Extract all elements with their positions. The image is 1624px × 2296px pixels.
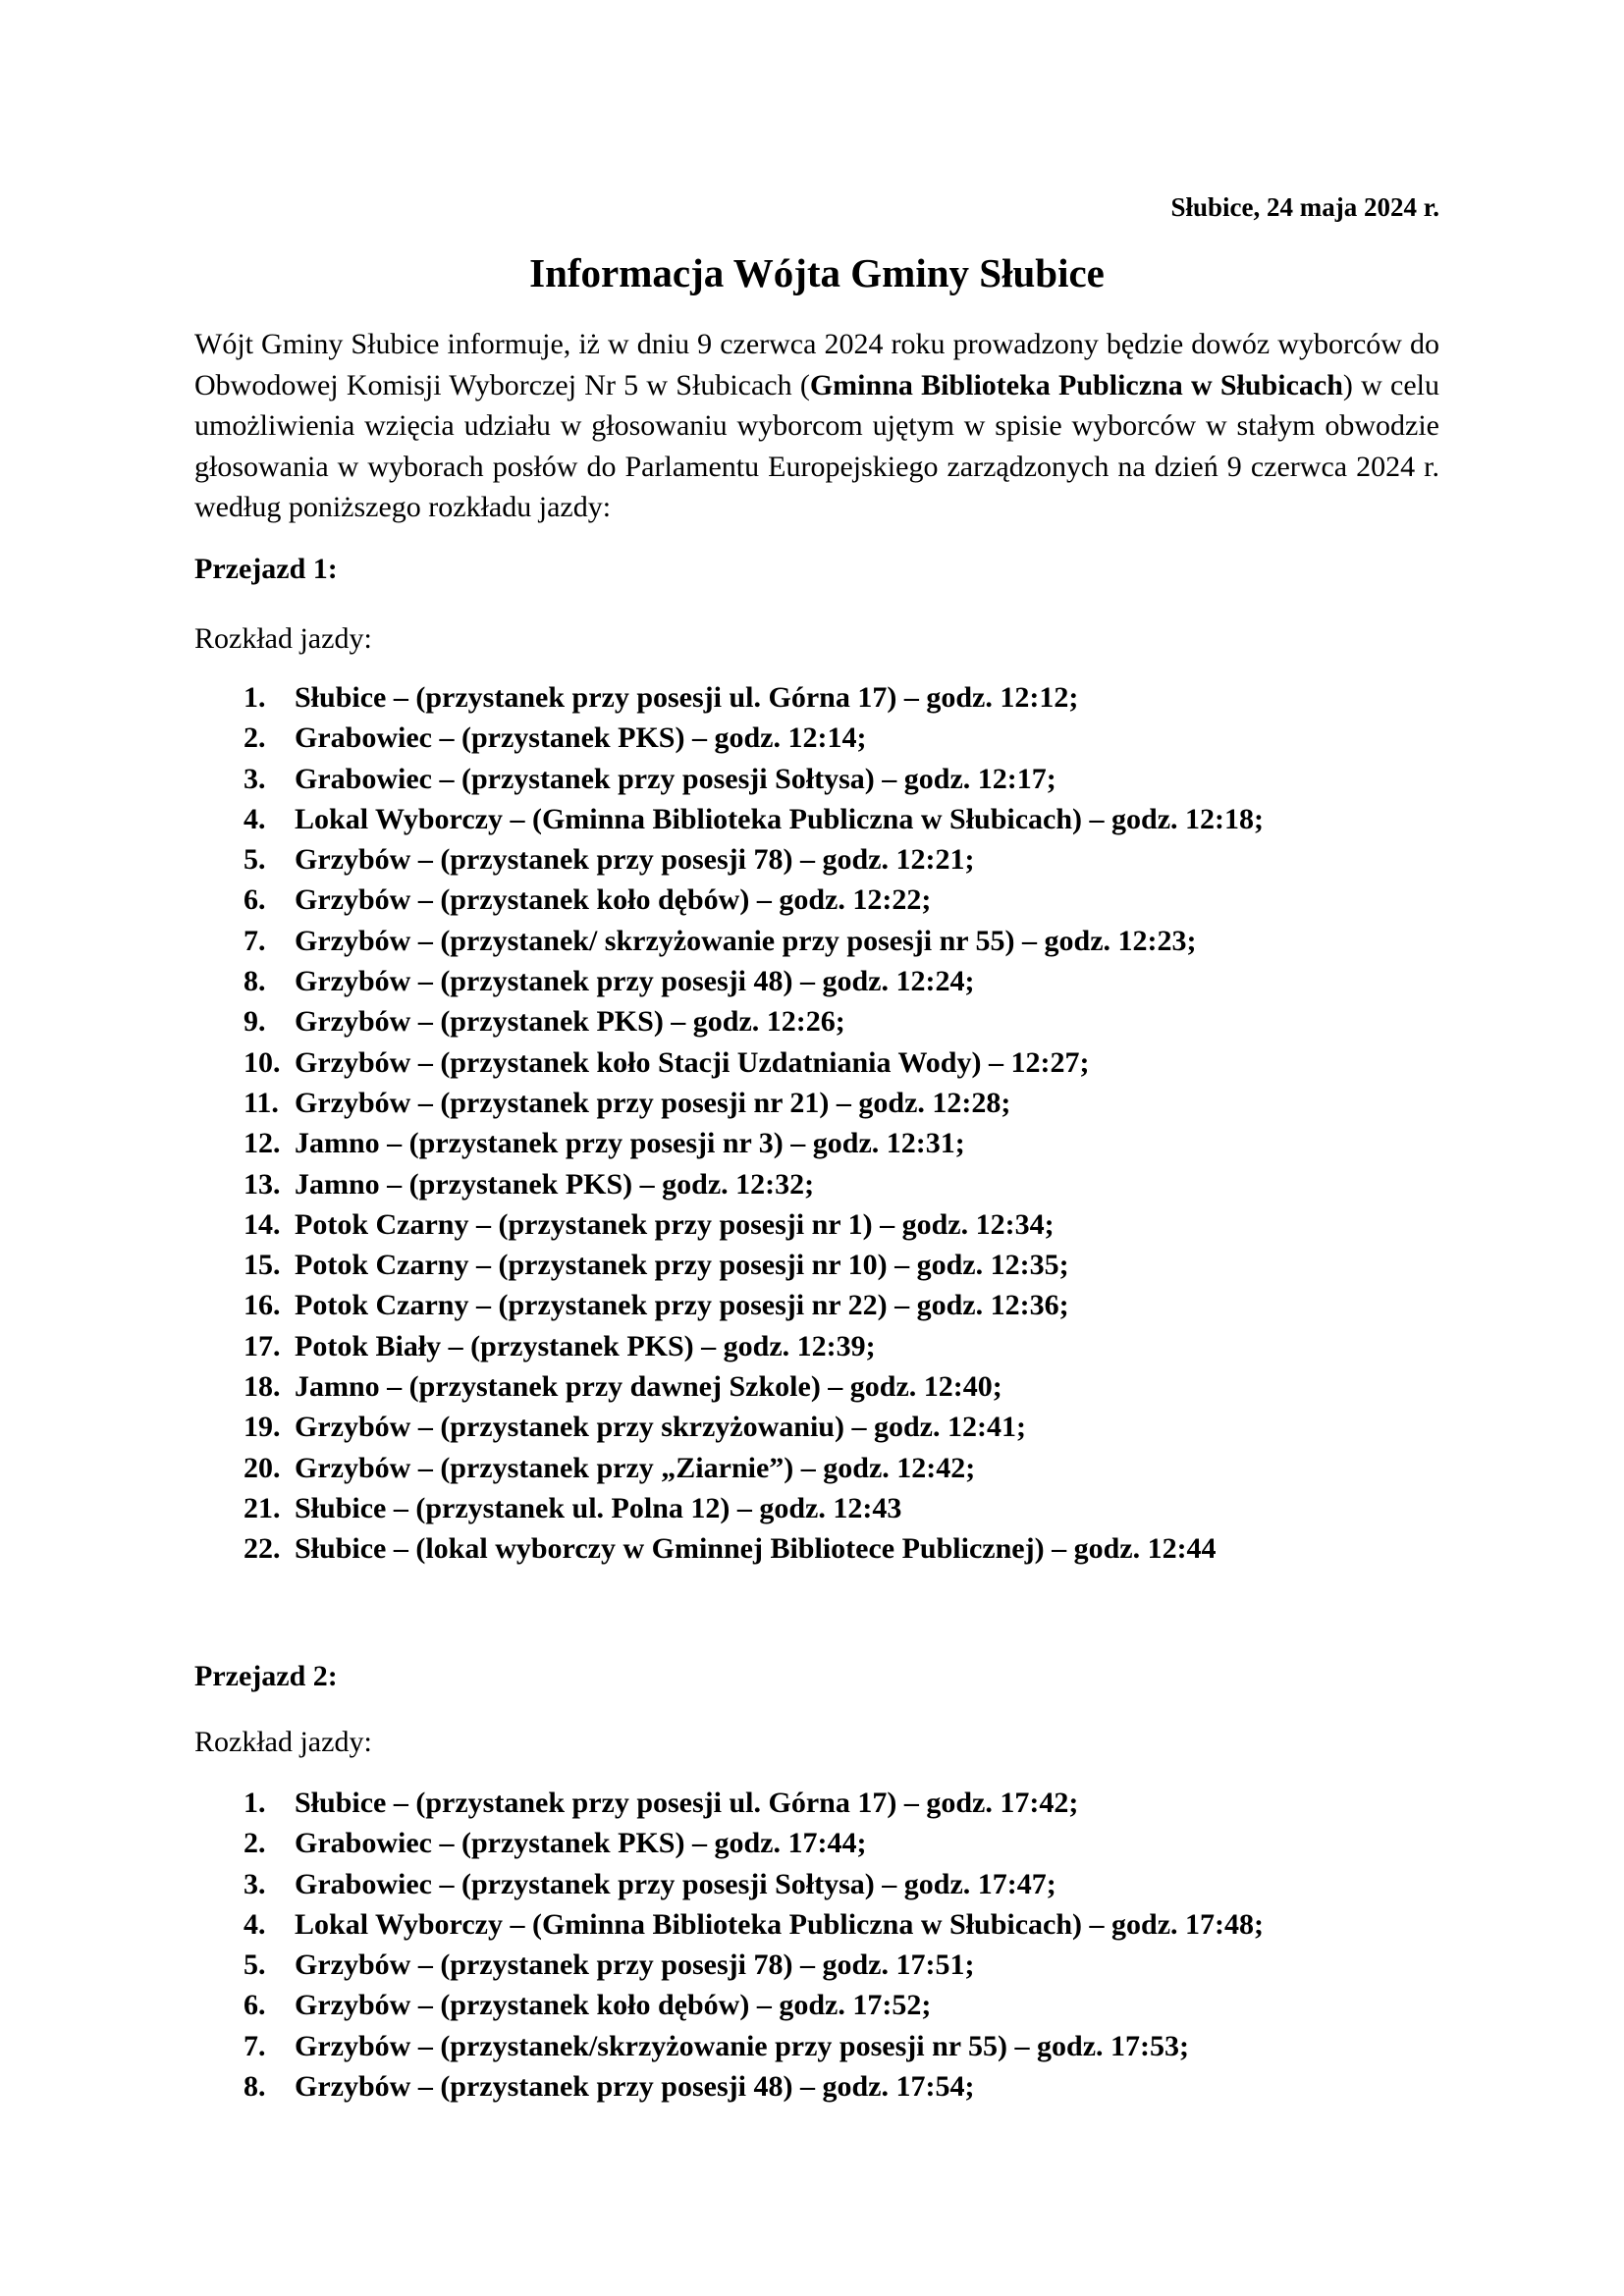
list-item-number: 13. — [244, 1167, 281, 1201]
list-item-number: 4. — [244, 1907, 266, 1941]
list-item — [194, 1864, 1439, 1904]
list-item-number: 12. — [244, 1127, 281, 1160]
list-item-text: Grzybów – (przystanek przy posesji 48) – godz. 12:24; — [295, 965, 975, 998]
list-item — [194, 1285, 1439, 1325]
list-item — [194, 1245, 1439, 1285]
list-item-text: Grzybów – (przystanek przy posesji nr 21) – godz. 12:28; — [295, 1086, 1011, 1119]
list-item-text: Słubice – (przystanek ul. Polna 12) – godz. 12:43 — [295, 1491, 902, 1524]
list-item-text: Lokal Wyborczy – (Gminna Biblioteka Publiczna w Słubicach) – godz. 12:18; — [295, 802, 1265, 835]
trip-1-heading: Przejazd 1: — [194, 553, 338, 585]
trip-1-subheading: Rozkład jazdy: — [194, 622, 372, 655]
list-item-text: Słubice – (przystanek przy posesji ul. Górna 17) – godz. 12:12; — [295, 681, 1079, 714]
list-item-number: 8. — [244, 2070, 266, 2104]
document-title: Informacja Wójta Gminy Słubice — [529, 250, 1105, 295]
list-item — [194, 1528, 1439, 1569]
list-item-text: Grzybów – (przystanek przy posesji 78) – godz. 12:21; — [295, 843, 975, 877]
list-item-text: Lokal Wyborczy – (Gminna Biblioteka Publiczna w Słubicach) – godz. 17:48; — [295, 1907, 1265, 1941]
list-item-text: Słubice – (lokal wyborczy w Gminnej Bibliotece Publicznej) – godz. 12:44 — [295, 1532, 1217, 1566]
list-item — [194, 1083, 1439, 1123]
list-item — [194, 718, 1439, 758]
list-item-number: 17. — [244, 1329, 281, 1362]
list-item — [194, 1985, 1439, 2025]
list-item — [194, 1164, 1439, 1204]
list-item-number: 15. — [244, 1249, 281, 1282]
list-item — [194, 2066, 1439, 2107]
list-item-number: 21. — [244, 1491, 281, 1524]
list-item — [194, 1042, 1439, 1083]
list-item-number: 2. — [244, 721, 266, 755]
list-item-text: Jamno – (przystanek PKS) – godz. 12:32; — [295, 1167, 815, 1201]
list-item-text: Potok Czarny – (przystanek przy posesji nr 22) – godz. 12:36; — [295, 1289, 1069, 1322]
intro-text-bold: Gminna Biblioteka Publiczna w Słubicach — [809, 368, 1343, 401]
list-item-number: 16. — [244, 1289, 281, 1322]
list-item — [194, 2026, 1439, 2066]
list-item-number: 6. — [244, 1989, 266, 2022]
list-item-number: 19. — [244, 1411, 281, 1444]
intro-text-part1: Wójt Gminy Słubice informuje, iż w dniu 9 czerwca 2024 roku prowadzony będzie dowóz wyborców do Obwodowej Komisji Wyborczej Nr 5 w Słubicach ( — [194, 328, 1439, 401]
list-item-number: 11. — [244, 1086, 279, 1119]
list-item — [194, 1823, 1439, 1863]
list-item — [194, 839, 1439, 880]
list-item — [194, 1783, 1439, 1823]
list-item — [194, 1123, 1439, 1163]
list-item-text: Potok Czarny – (przystanek przy posesji nr 1) – godz. 12:34; — [295, 1207, 1055, 1241]
list-item-number: 6. — [244, 883, 266, 917]
list-item-number: 9. — [244, 1005, 266, 1039]
list-item-number: 5. — [244, 1949, 266, 1982]
intro-text-part2: ) w celu umożliwienia wzięcia udziału w głosowaniu wyborcom ujętym w spisie wyborców w stałym obwodzie głosowania w wyborach posłów do Parlamentu Europejskiego zarządzonych na dzień 9 czerwca 2024 r. według poniższego rozkładu jazdy: — [194, 368, 1440, 523]
list-item-number: 22. — [244, 1532, 281, 1566]
list-item-text: Grzybów – (przystanek/skrzyżowanie przy posesji nr 55) – godz. 17:53; — [295, 2029, 1190, 2062]
list-item-text: Grzybów – (przystanek PKS) – godz. 12:26; — [295, 1005, 845, 1039]
list-item-number: 18. — [244, 1370, 281, 1404]
list-item-number: 3. — [244, 1867, 266, 1900]
list-item-text: Grzybów – (przystanek przy skrzyżowaniu) – godz. 12:41; — [295, 1411, 1026, 1444]
list-item — [194, 1448, 1439, 1488]
list-item-text: Potok Biały – (przystanek PKS) – godz. 12:39; — [295, 1329, 876, 1362]
list-item — [194, 677, 1439, 718]
list-item-number: 7. — [244, 924, 266, 957]
list-item-text: Grabowiec – (przystanek przy posesji Sołtysa) – godz. 17:47; — [295, 1867, 1056, 1900]
list-item-number: 1. — [244, 1787, 266, 1819]
list-item-number: 1. — [244, 681, 266, 714]
list-item — [194, 1001, 1439, 1041]
trip-2-heading: Przejazd 2: — [194, 1660, 338, 1692]
list-item-text: Grabowiec – (przystanek PKS) – godz. 12:14; — [295, 721, 867, 755]
trip-1-stop-list — [194, 677, 1439, 1570]
list-item — [194, 1945, 1439, 1985]
list-item-text: Słubice – (przystanek przy posesji ul. Górna 17) – godz. 17:42; — [295, 1787, 1079, 1819]
list-item — [194, 961, 1439, 1001]
list-item-text: Grabowiec – (przystanek przy posesji Sołtysa) – godz. 12:17; — [295, 762, 1056, 795]
list-item — [194, 1204, 1439, 1245]
trip-2-subheading: Rozkład jazdy: — [194, 1726, 372, 1758]
document-date: Słubice, 24 maja 2024 r. — [1170, 192, 1439, 222]
list-item — [194, 921, 1439, 961]
list-item-text: Grzybów – (przystanek przy posesji 48) – godz. 17:54; — [295, 2070, 975, 2104]
list-item-text: Grabowiec – (przystanek PKS) – godz. 17:44; — [295, 1827, 867, 1860]
list-item — [194, 1407, 1439, 1447]
list-item-number: 5. — [244, 843, 266, 877]
list-item-text: Grzybów – (przystanek przy posesji 78) – godz. 17:51; — [295, 1949, 975, 1982]
list-item-text: Grzybów – (przystanek koło Stacji Uzdatniania Wody) – 12:27; — [295, 1045, 1090, 1079]
list-item — [194, 1326, 1439, 1366]
list-item-number: 8. — [244, 965, 266, 998]
list-item-number: 14. — [244, 1207, 281, 1241]
list-item-text: Jamno – (przystanek przy dawnej Szkole) – godz. 12:40; — [295, 1370, 1002, 1404]
list-item-text: Grzybów – (przystanek koło dębów) – godz. 12:22; — [295, 883, 932, 917]
list-item — [194, 1366, 1439, 1407]
list-item-number: 2. — [244, 1827, 266, 1860]
list-item-number: 3. — [244, 762, 266, 795]
list-item-text: Jamno – (przystanek przy posesji nr 3) – godz. 12:31; — [295, 1127, 965, 1160]
intro-paragraph — [194, 324, 1439, 528]
list-item — [194, 1488, 1439, 1528]
list-item — [194, 1904, 1439, 1945]
list-item-number: 7. — [244, 2029, 266, 2062]
list-item — [194, 759, 1439, 799]
list-item-number: 20. — [244, 1451, 281, 1484]
list-item-text: Grzybów – (przystanek/ skrzyżowanie przy posesji nr 55) – godz. 12:23; — [295, 924, 1197, 957]
list-item-text: Grzybów – (przystanek przy „Ziarnie”) – godz. 12:42; — [295, 1451, 976, 1484]
list-item-number: 10. — [244, 1045, 281, 1079]
list-item — [194, 880, 1439, 920]
list-item — [194, 799, 1439, 839]
list-item-text: Grzybów – (przystanek koło dębów) – godz. 17:52; — [295, 1989, 932, 2022]
list-item-number: 4. — [244, 802, 266, 835]
list-item-text: Potok Czarny – (przystanek przy posesji nr 10) – godz. 12:35; — [295, 1249, 1069, 1282]
trip-2-stop-list — [194, 1783, 1439, 2107]
